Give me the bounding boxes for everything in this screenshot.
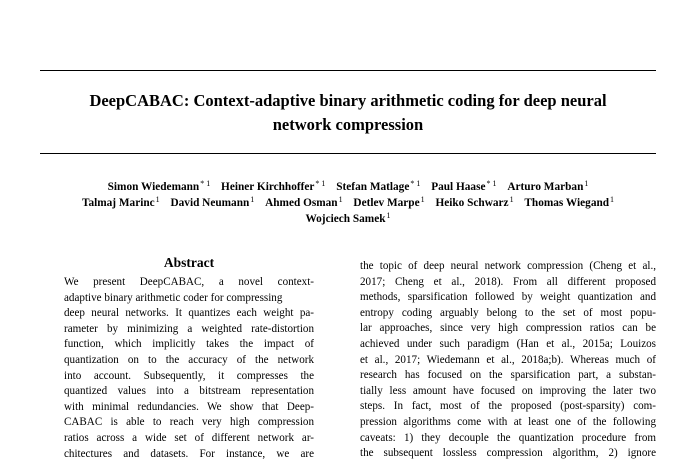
author-name: Arturo Marban: [507, 181, 584, 193]
affiliation-mark: * 1: [315, 179, 326, 188]
affiliation-mark: 1: [610, 195, 615, 204]
affiliation-mark: 1: [509, 195, 514, 204]
abstract-line: deep neural networks. It quantizes each weight pa-: [64, 307, 314, 320]
body-line: the subsequent lossless compression algorithm, 2) ignore: [360, 447, 656, 460]
affiliation-mark: 1: [250, 195, 255, 204]
body-line: caveats: 1) they decouple the quantization procedure from: [360, 431, 656, 444]
author-line: [40, 211, 656, 227]
body-line: the topic of deep neural network compression (Cheng et al.,: [360, 260, 656, 272]
author: [305, 213, 390, 225]
title-rule-bottom: [40, 153, 656, 154]
author: [431, 181, 496, 193]
author: [82, 197, 160, 209]
affiliation-mark: * 1: [410, 179, 421, 188]
body-line: steps. In fact, most of the proposed (post-sparsity) com-: [360, 400, 656, 413]
affiliation-mark: * 1: [200, 179, 211, 188]
abstract-heading: Abstract: [163, 255, 215, 270]
author-name: Simon Wiedemann: [107, 181, 200, 193]
author-line: [40, 195, 656, 211]
abstract-line: chitectures and datasets. For instance, we are: [64, 447, 314, 460]
affiliation-mark: 1: [338, 195, 343, 204]
author-name: Thomas Wiegand: [524, 197, 610, 209]
author: [353, 197, 424, 209]
author: [265, 197, 343, 209]
abstract-line: adaptive binary arithmetic coder for compressing: [64, 291, 283, 304]
introduction-body: [360, 259, 656, 462]
abstract-line: function, which implicitly takes the impact of: [64, 338, 314, 351]
author-name: Heiner Kirchhoffer: [221, 181, 315, 193]
abstract-body: [64, 275, 314, 462]
author: [507, 181, 588, 193]
author-name: Heiko Schwarz: [435, 197, 509, 209]
abstract-line: with minimal redundancies. We show that Deep-: [64, 400, 314, 413]
affiliation-mark: 1: [155, 195, 160, 204]
body-line: methods, sparsification followed by weight quantization and: [360, 291, 656, 304]
author: [524, 197, 614, 209]
body-line: et al., 2017; Wiedemann et al., 2018a;b). Whereas much of: [360, 353, 656, 366]
author-list: [40, 179, 656, 227]
abstract-line: quantized values into a bitstream representation: [64, 385, 314, 398]
paper-title: [40, 89, 656, 137]
body-line: tially less amount have focused on improving the later two: [360, 384, 656, 397]
author: [336, 181, 420, 193]
author-line: [40, 179, 656, 195]
body-line: lar approaches, since very high compression ratios can be: [360, 322, 656, 335]
author: [170, 197, 254, 209]
author-name: David Neumann: [170, 197, 250, 209]
author: [108, 181, 211, 193]
abstract-line: quantization on to the accuracy of the network: [64, 353, 314, 366]
author-name: Ahmed Osman: [265, 197, 338, 209]
abstract-line: We present DeepCABAC, a novel context-: [64, 276, 314, 288]
author-name: Detlev Marpe: [353, 197, 420, 209]
title-rule-top: [40, 70, 656, 71]
affiliation-mark: 1: [584, 179, 589, 188]
abstract-line: ratios across a wide set of different network ar-: [64, 431, 314, 444]
title-line: network compression: [272, 115, 424, 134]
affiliation-mark: 1: [386, 211, 391, 220]
abstract-line: rameter by minimizing a weighted rate-distortion: [64, 322, 314, 335]
body-line: entropy coding arguably belong to the set of most popu-: [360, 306, 656, 319]
author-name: Paul Haase: [431, 181, 486, 193]
title-line: DeepCABAC: Context-adaptive binary arithmetic coding for deep neural: [89, 91, 607, 110]
abstract-line: into account. Subsequently, it compresses the: [64, 369, 314, 382]
author: [221, 181, 325, 193]
author-name: Wojciech Samek: [305, 213, 386, 225]
abstract-line: CABAC is able to reach very high compression: [64, 416, 314, 429]
affiliation-mark: 1: [420, 195, 425, 204]
body-line: 2017; Cheng et al., 2018). From all different proposed: [360, 275, 656, 288]
body-line: pression algorithms come with at least one of the following: [360, 415, 656, 428]
author: [435, 197, 513, 209]
affiliation-mark: * 1: [486, 179, 497, 188]
body-line: achieved under such paradigm (Han et al., 2015a; Louizos: [360, 337, 656, 350]
author-name: Talmaj Marinc: [81, 197, 155, 209]
author-name: Stefan Matlage: [336, 181, 410, 193]
body-line: research has focused on the sparsification part, a substan-: [360, 369, 656, 382]
